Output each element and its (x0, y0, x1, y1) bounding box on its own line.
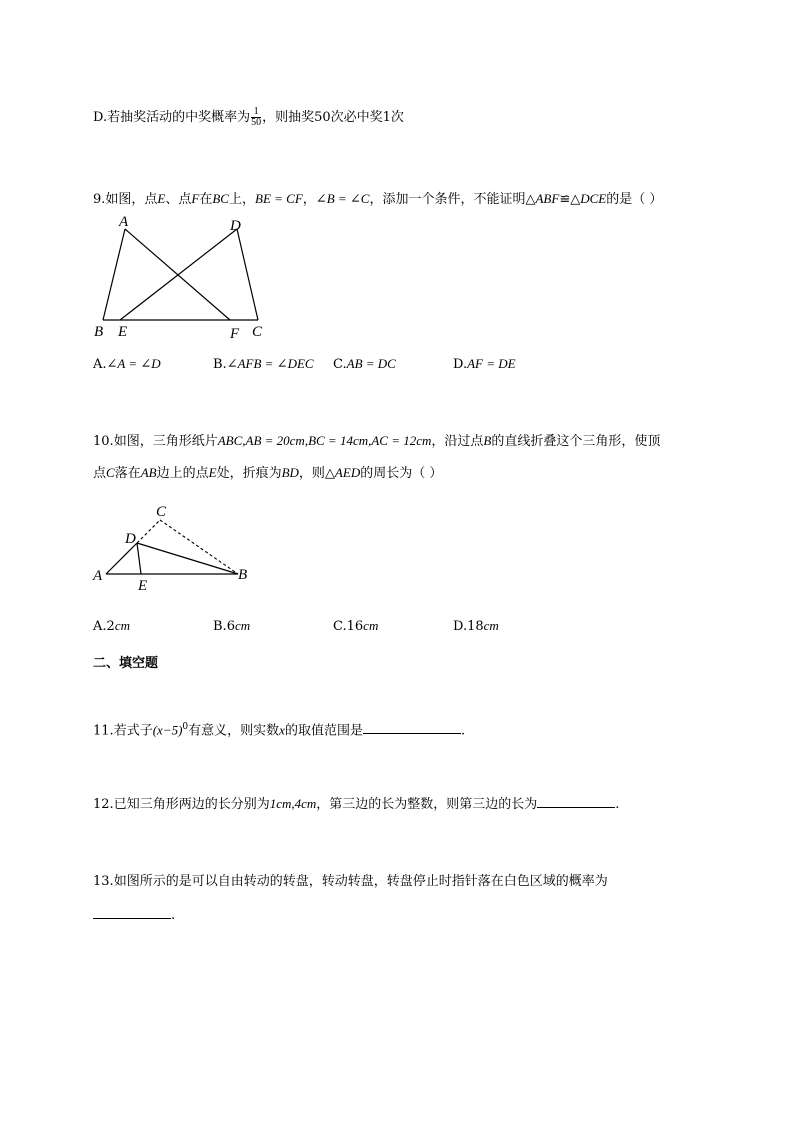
text: . (171, 908, 176, 923)
option-label: B. (213, 357, 227, 372)
label-e: E (118, 324, 128, 340)
segment-af (125, 229, 230, 320)
text: 如图所示的是可以自由转动的转盘，转动转盘，转盘停止时指针落在白色区域的概率为 (113, 874, 608, 889)
fraction (251, 107, 261, 128)
section-heading: 二、填空题 (93, 656, 159, 671)
label-c: C (156, 504, 167, 520)
point-f: F (191, 191, 200, 206)
text: ，添加一个条件，不能证明 (369, 192, 526, 207)
label-b: B (238, 567, 248, 583)
option-text: ，则抽奖50次必中奖1次 (262, 110, 404, 125)
q9-stem (93, 190, 662, 209)
triangle-dce: △DCE (570, 191, 607, 206)
segment-db (137, 543, 238, 574)
q9-option-a[interactable] (93, 355, 161, 374)
q10-stem-line2 (93, 464, 442, 483)
text: 的直线折叠这个三角形，使顶 (491, 434, 661, 449)
text: 的周长为（ ） (360, 466, 443, 481)
q9-option-d[interactable] (453, 355, 516, 374)
question-number: 11. (93, 723, 114, 739)
q10-option-c[interactable] (333, 617, 378, 636)
answer-blank[interactable] (537, 795, 615, 808)
congruent-symbol: ≌ (559, 192, 571, 207)
equation: ∠B = ∠C (315, 191, 370, 206)
label-f: F (230, 326, 240, 342)
answer-blank[interactable] (93, 906, 171, 919)
text: 、点 (165, 192, 192, 207)
option-label: D. (93, 110, 108, 125)
equation: BE = CF (255, 191, 303, 206)
label-e: E (138, 578, 148, 594)
q9-option-c[interactable] (333, 355, 396, 374)
variable-x: x (279, 722, 285, 738)
q10-option-a[interactable] (93, 617, 130, 636)
option-expr: AB = DC (346, 356, 396, 371)
option-expr: ∠A = ∠D (106, 356, 161, 371)
point-e: E (208, 465, 217, 480)
option-expr: ∠AFB = ∠DEC (226, 356, 314, 371)
exponent: 0 (182, 722, 189, 732)
option-label: A. (93, 357, 107, 372)
label-b: B (94, 324, 104, 340)
q10-option-d[interactable] (453, 617, 499, 636)
segment-bc: BC (212, 191, 229, 206)
option-label: D. (453, 357, 468, 372)
q11-stem (93, 718, 465, 740)
text: . (615, 797, 620, 812)
triangle-aed: △AED (324, 465, 361, 480)
side-lengths: 1cm,4cm (269, 796, 317, 811)
label-d: D (230, 218, 241, 234)
question-number: 13. (93, 874, 114, 889)
q10-stem-line1 (93, 432, 660, 451)
option-label: C. (333, 619, 347, 634)
label-a: A (119, 214, 129, 230)
segment-ab: AB (140, 465, 157, 480)
question-number: 10. (93, 434, 114, 449)
option-label: B. (213, 619, 227, 634)
option-value: 16 (346, 619, 364, 634)
segment-dc (237, 229, 258, 320)
text: 如图，点 (105, 192, 158, 207)
fraction-numerator: 1 (251, 107, 261, 118)
text: 在 (199, 192, 213, 207)
q13-answer-line (93, 906, 175, 925)
question-number: 12. (93, 797, 114, 812)
answer-blank[interactable] (363, 721, 461, 734)
q10-option-b[interactable] (213, 617, 250, 636)
q12-stem (93, 795, 619, 814)
text: . (460, 723, 466, 739)
text: ，第三边的长为整数，则第三边的长为 (316, 797, 538, 812)
label-d: D (125, 531, 136, 547)
option-expr: AF = DE (467, 356, 516, 371)
option-value: 18 (467, 619, 484, 634)
option-unit: cm (483, 618, 499, 633)
option-label: D. (453, 619, 468, 634)
point-e: E (157, 191, 166, 206)
option-unit: cm (363, 618, 379, 633)
text: ，则 (298, 466, 325, 481)
segment-ba (103, 229, 125, 320)
segment-cb-dashed (160, 520, 238, 574)
text: 落在 (114, 466, 141, 481)
text: 的取值范围是 (284, 723, 363, 739)
text: 若式子 (113, 723, 153, 739)
q8-option-d (93, 107, 404, 128)
q9-option-b[interactable] (213, 355, 314, 374)
option-text: 若抽奖活动的中奖概率为 (107, 110, 251, 125)
expression: (x−5) (152, 722, 183, 738)
text: ， (302, 192, 316, 207)
option-unit: cm (234, 618, 251, 633)
option-value: 6 (226, 619, 235, 634)
option-value: 2 (106, 619, 115, 634)
segment-dc-dashed (137, 520, 160, 543)
q9-figure (90, 212, 280, 342)
given-measures: ABC,AB = 20cm,BC = 14cm,AC = 12cm (217, 433, 432, 448)
text: 的是（ ） (606, 192, 663, 207)
label-a: A (93, 568, 103, 584)
text: 有意义，则实数 (188, 723, 280, 739)
text: 如图，三角形纸片 (113, 434, 218, 449)
segment-ad (106, 543, 137, 574)
point-b: B (483, 433, 492, 448)
text: ，沿过点 (431, 434, 484, 449)
fraction-denominator: 50 (251, 117, 262, 128)
q13-stem (93, 873, 608, 891)
segment-bd: BD (281, 465, 299, 480)
segment-de (137, 543, 141, 574)
option-label: C. (333, 357, 347, 372)
label-c: C (252, 324, 263, 340)
point-c: C (106, 465, 115, 480)
segment-ed (120, 229, 237, 320)
question-number: 9. (93, 192, 106, 207)
q10-figure (90, 500, 260, 595)
text: 已知三角形两边的长分别为 (113, 797, 270, 812)
text: 处，折痕为 (216, 466, 282, 481)
text: 点 (93, 466, 107, 481)
triangle-abf: △ABF (525, 191, 560, 206)
text: 上， (228, 192, 255, 207)
option-unit: cm (114, 618, 130, 633)
option-label: A. (93, 619, 107, 634)
text: 边上的点 (156, 466, 209, 481)
